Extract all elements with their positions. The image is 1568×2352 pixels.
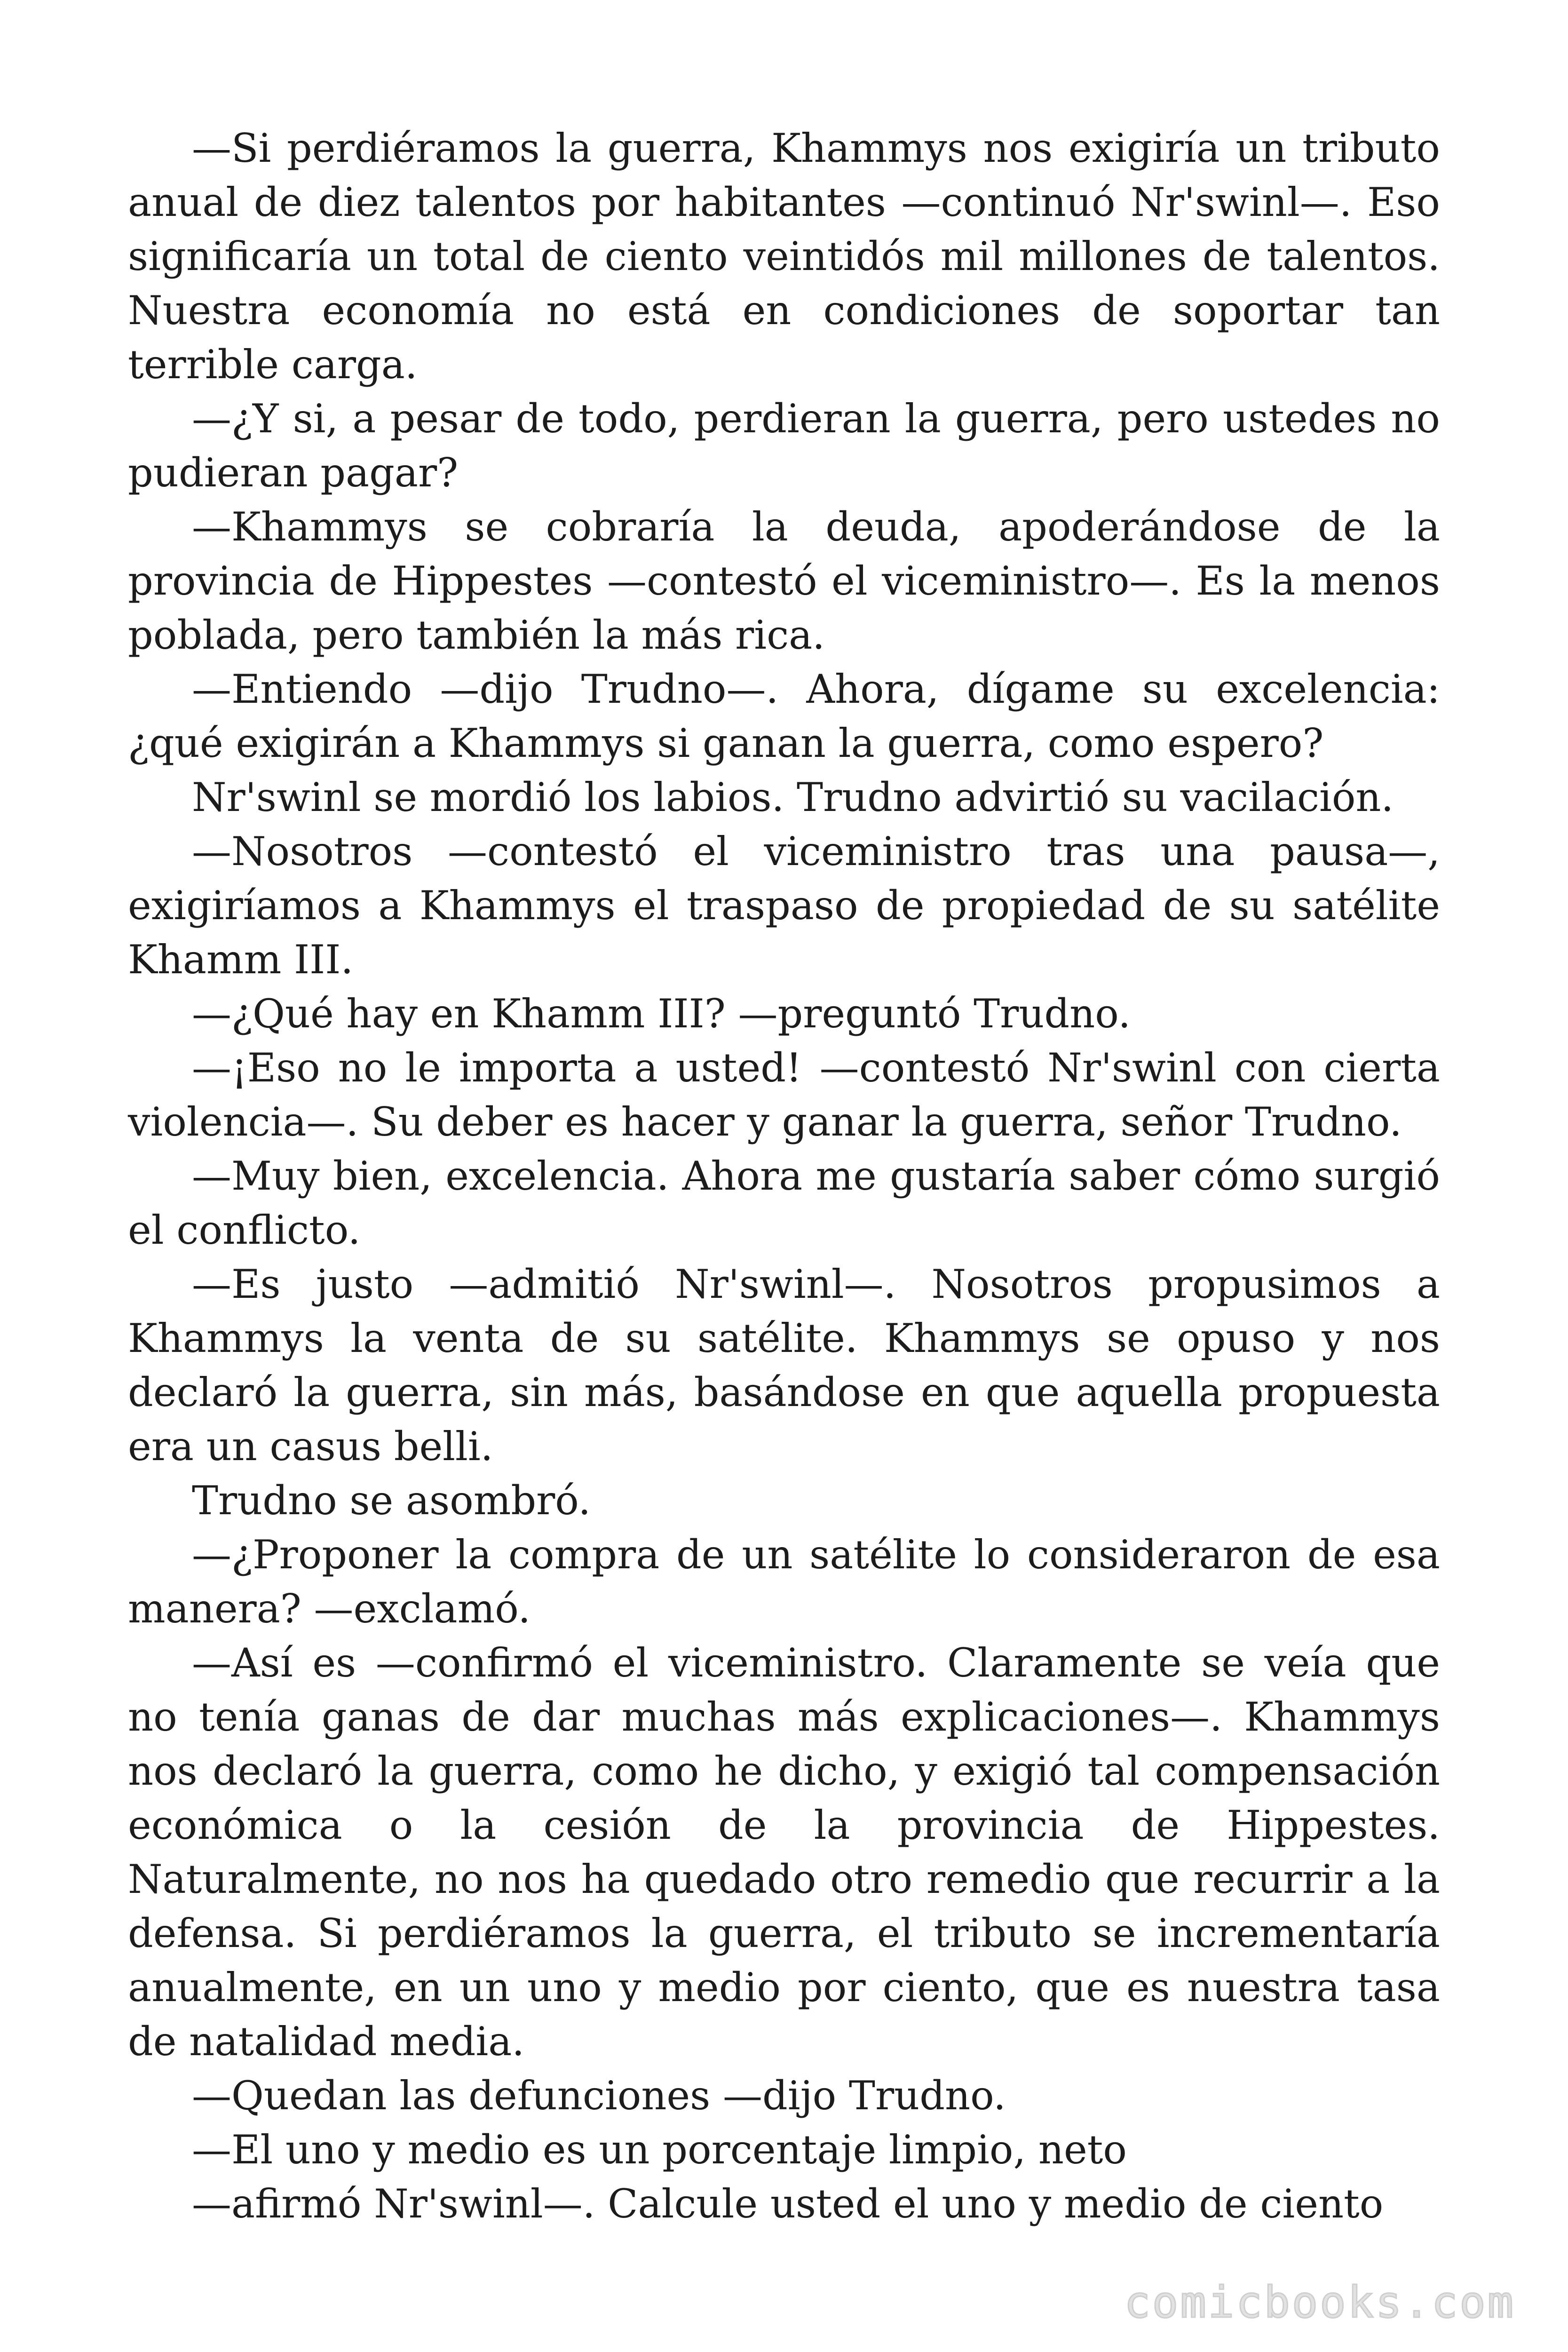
paragraph: —Quedan las defunciones —dijo Trudno. xyxy=(192,2073,1006,2119)
paragraph: —¿Qué hay en Khamm III? —preguntó Trudno. xyxy=(192,991,1131,1037)
paragraph: Trudno se asombró. xyxy=(192,1478,591,1524)
paragraph: —Si perdiéramos la guerra, Khammys nos exigiría un tributo anual de diez talentos por habitantes —continuó Nr'swinl—. Eso significaría un total de ciento veintidós mil millones de talentos. Nuestra economía no está en condiciones de soportar tan terrible carga. xyxy=(128,125,1440,388)
paragraph: —afirmó Nr'swinl—. Calcule usted el uno y medio de ciento xyxy=(192,2181,1384,2227)
paragraph: —Nosotros —contestó el viceministro tras una pausa—, exigiríamos a Khammys el traspaso de propiedad de su satélite Khamm III. xyxy=(128,828,1440,983)
paragraph: —Es justo —admitió Nr'swinl—. Nosotros propusimos a Khammys la venta de su satélite. Khammys se opuso y nos declaró la guerra, sin más, basándose en que aquella propuesta era un casus belli. xyxy=(128,1261,1440,1470)
watermark: comicbooks.com xyxy=(1124,2277,1515,2328)
paragraph: —Así es —confirmó el viceministro. Claramente se veía que no tenía ganas de dar muchas más explicaciones—. Khammys nos declaró la guerra, como he dicho, y exigió tal compensación económica o la cesión de la provincia de Hippestes. Naturalmente, no nos ha quedado otro remedio que recurrir a la defensa. Si perdiéramos la guerra, el tributo se incrementaría anualmente, en un uno y medio por ciento, que es nuestra tasa de natalidad media. xyxy=(128,1640,1440,2065)
paragraph: —¿Y si, a pesar de todo, perdieran la guerra, pero ustedes no pudieran pagar? xyxy=(128,396,1440,496)
paragraph: —El uno y medio es un porcentaje limpio, neto xyxy=(192,2127,1127,2173)
body-text xyxy=(128,121,1440,2231)
paragraph: Nr'swinl se mordió los labios. Trudno advirtió su vacilación. xyxy=(192,774,1394,820)
paragraph: —Muy bien, excelencia. Ahora me gustaría saber cómo surgió el conflicto. xyxy=(128,1153,1440,1253)
paragraph: —Entiendo —dijo Trudno—. Ahora, dígame su excelencia: ¿qué exigirán a Khammys si ganan la guerra, como espero? xyxy=(128,666,1440,766)
paragraph: —Khammys se cobraría la deuda, apoderándose de la provincia de Hippestes —contestó el viceministro—. Es la menos poblada, pero también la más rica. xyxy=(128,504,1440,658)
paragraph: —¡Eso no le importa a usted! —contestó Nr'swinl con cierta violencia—. Su deber es hacer y ganar la guerra, señor Trudno. xyxy=(128,1045,1440,1145)
paragraph: —¿Proponer la compra de un satélite lo consideraron de esa manera? —exclamó. xyxy=(128,1532,1440,1632)
